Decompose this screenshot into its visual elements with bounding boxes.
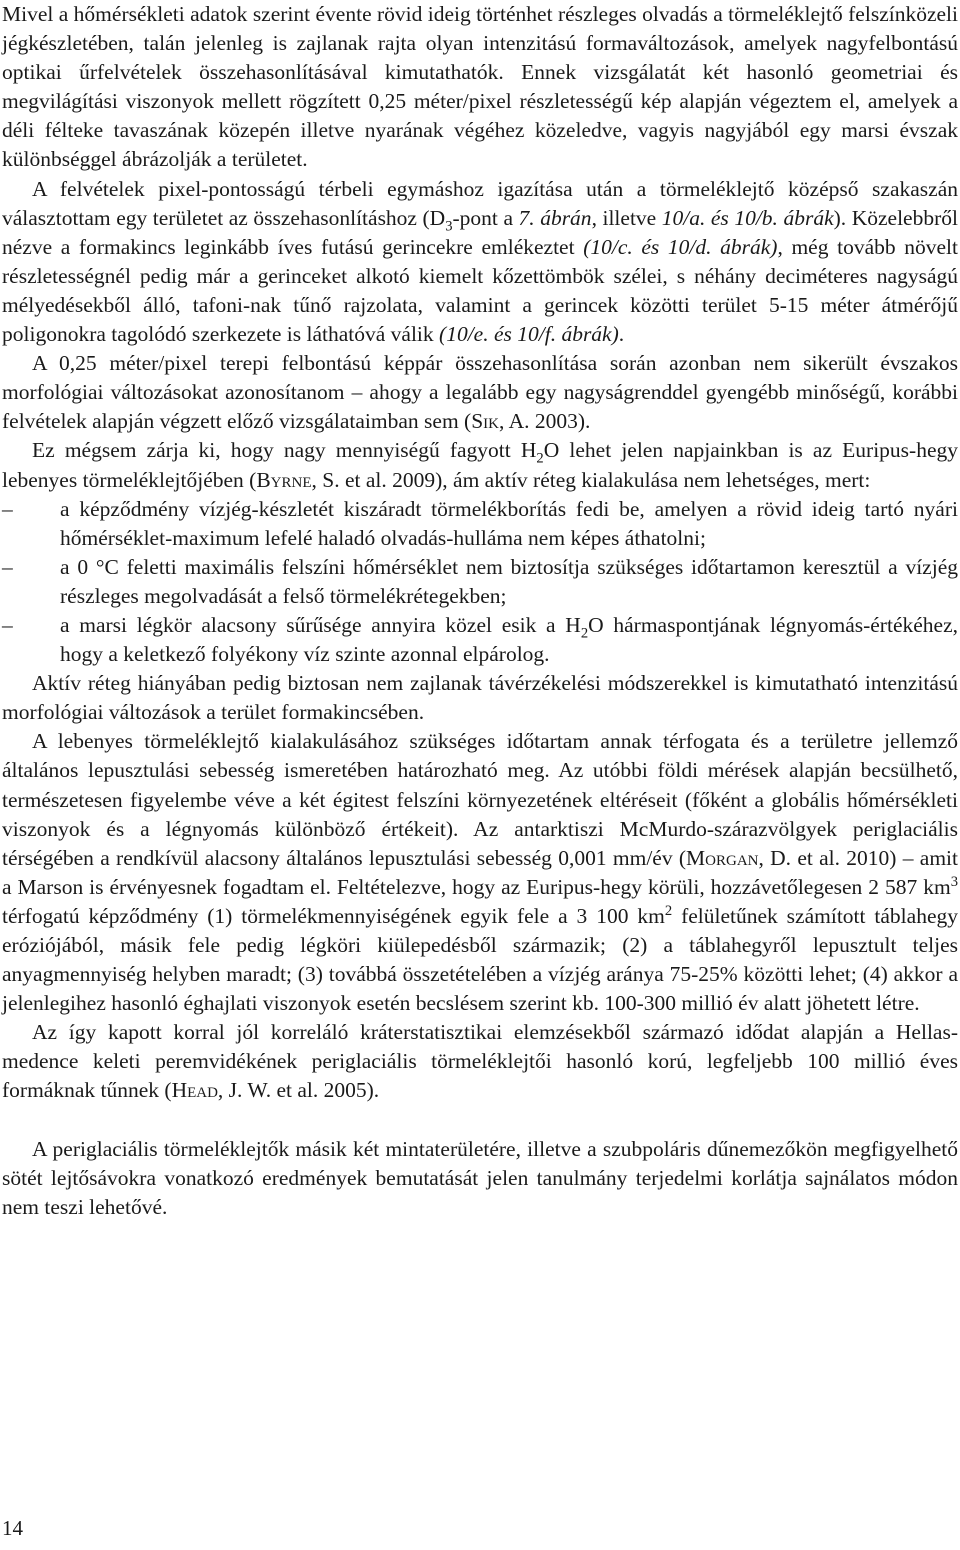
paragraph-5: Aktív réteg hiányában pedig biztosan nem zajlanak távérzékelési módszerekkel is kimutatható intenzitású morfológiai változások a terület formakincsében. <box>2 671 958 725</box>
citation-author-head: Head <box>171 1078 218 1103</box>
paragraph-2-text-4: ). Közelebbről nézve a formakincs leginkább íves futású gerincekre emlékeztet <box>2 205 958 259</box>
citation-author-morgan: Morgan <box>686 845 759 870</box>
paragraph-7 <box>2 1018 958 1105</box>
reasons-list <box>2 495 958 670</box>
paragraph-2-text-6: . <box>618 322 625 347</box>
citation-author-sik: Sik <box>471 409 499 434</box>
figure-reference-7: 7. ábrán <box>518 205 592 230</box>
paragraph-2-text-3: , illetve <box>591 205 662 230</box>
list-item-text: a marsi légkör alacsony sűrűsége annyira közel esik a H <box>60 612 581 637</box>
paragraph-1: Mivel a hőmérsékleti adatok szerint évente rövid ideig történhet részleges olvadás a törmeléklejtő felszínközeli jégkészletében, talán jelenleg is zajlanak rajta olyan intenzitású formaváltozások, amelyek nagyfelbontású optikai űrfelvételek összehasonlításával kimutathatók. Ennek vizsgálatát két hasonló geometriai és megvilágítási viszonyok mellett rögzített 0,25 méter/pixel részletességű kép alapján végeztem el, amelyek a déli félteke tavaszának közepén illetve nyarának végéhez közeledve, vagyis nagyjából egy marsi évszak különbséggel ábrázolják a területet. <box>2 2 958 172</box>
paragraph-6 <box>2 727 958 1018</box>
list-item-text: O hármaspontjának légnyomás-értékéhez, hogy a keletkező folyékony víz szinte azonnal elpárolog. <box>60 612 958 667</box>
dash-bullet: – <box>2 612 13 637</box>
dash-bullet: – <box>2 496 13 521</box>
list-item-text: a képződmény vízjég-készletét kiszáradt törmelékborítás fedi be, amelyen a rövid ideig tartó nyári hőmérséklet-maximum lefelé haladó olvadás-hulláma nem képes áthatolni; <box>60 496 958 550</box>
paragraph-4-text-1: Ez mégsem zárja ki, hogy nagy mennyiségű fagyott H <box>32 438 537 463</box>
paragraph-6-text-1: A lebenyes törmeléklejtő kialakulásához szükséges időtartam annak térfogata és a területre jellemző általános lepusztulási sebesség ismeretében határozható meg. Az utóbbi földi mérések alapján becsülhető, természetesen figyelembe véve a két égitest felszíni környezetének eltéréseit (főként a globális hőmérsékleti viszonyok és a légnyomás különböző értékeit). Az antarktiszi McMurdo-szárazvölgyek periglaciális térségében a rendkívül alacsony általános lepusztulási sebesség 0,001 mm/év ( <box>2 729 958 870</box>
subscript-2: 2 <box>536 450 544 467</box>
paragraph-2-text-1: A felvételek pixel-pontosságú térbeli egymáshoz igazítása után a törmeléklejtő középső szakaszán választottam egy területet az összehasonlításhoz (D <box>2 176 958 230</box>
paragraph-7-text-1: Az így kapott korral jól korreláló kráterstatisztikai elemzésekből származó idődat alapján a Hellas-medence keleti peremvidékének periglaciális törmeléklejtői hasonló korú, legfeljebb 100 millió éves formáknak tűnnek ( <box>2 1020 958 1103</box>
paragraph-6-text-4: felületűnek számított táblahegy eróziójából, másik fele pedig légköri kiülepedésből származik; (2) a táblahegyről lepusztult teljes anyagmennyiség helyben maradt; (3) továbbá összetételében a vízjég aránya 75-25% közötti lehet; (4) akkor a jelenlegihez hasonló éghajlati viszonyok esetén becslésem szerint kb. 100-300 millió év alatt jöhetett létre. <box>2 903 958 1016</box>
list-item <box>2 611 958 669</box>
figure-reference-10ab: 10/a. és 10/b. ábrák <box>661 205 834 230</box>
figure-reference-10cd: (10/c. és 10/d. ábrák) <box>583 234 778 259</box>
figure-reference-10ef: (10/e. és 10/f. ábrák) <box>439 322 619 347</box>
paragraph-4-text-2: O lehet jelen napjainkban is az Euripus-hegy lebenyes törmeléklejtőjében ( <box>2 438 958 492</box>
dash-bullet: – <box>2 554 13 579</box>
paragraph-7-text-2: , J. W. et al. 2005). <box>217 1078 380 1103</box>
list-item-text: a 0 °C feletti maximális felszíni hőmérséklet nem biztosítja szükséges időtartamon keresztül a vízjég részleges megolvadását a felső törmelékrétegekben; <box>60 554 958 608</box>
paragraph-4-text-3: , S. et al. 2009), ám aktív réteg kialakulása nem lehetséges, mert: <box>311 467 871 492</box>
paragraph-2-text-5: , még tovább növelt részletességnél pedig már a gerinceket alkotó kiemelt kőzettömbök szélei, s néhány deciméteres nagyságú mélyedésekből álló, tafoni-nak tűnő rajzolata, valamint a gerincek közötti terület 5-15 méter átmérőjű poligonokra tagolódó szerkezete is láthatóvá válik <box>2 234 958 347</box>
list-item <box>2 495 958 553</box>
paragraph-6-text-2: , D. et al. 2010) – amit a Marson is érvényesnek fogadtam el. Feltételezve, hogy az Euripus-hegy körüli, hozzávetőlegesen 2 587 km <box>2 845 958 899</box>
superscript-2: 2 <box>664 902 673 919</box>
page-number: 14 <box>2 1516 23 1540</box>
list-item <box>2 553 958 611</box>
paragraph-3-text-2: , A. 2003). <box>499 409 591 434</box>
paragraph-6-text-3: térfogatú képződmény (1) törmelékmennyiségének egyik fele a 3 100 km <box>2 903 665 928</box>
superscript-3: 3 <box>950 873 958 890</box>
paragraph-3-text-1: A 0,25 méter/pixel terepi felbontású képpár összehasonlítása során azonban nem sikerült évszakos morfológiai változásokat azonosítanom – ahogy a legalább egy nagyságrenddel gyengébb minőségű, korábbi felvételek alapján végzett előző vizsgálataimban sem ( <box>2 351 958 434</box>
citation-author-byrne: Byrne <box>256 467 312 492</box>
paragraph-8: A periglaciális törmeléklejtők másik két mintaterületére, illetve a szubpoláris dűnemezőkön megfigyelhető sötét lejtősávokra vonatkozó eredmények bemutatását jelen tanulmány terjedelmi korlátja sajnálatos módon nem teszi lehetővé. <box>2 1136 958 1219</box>
subscript-3: 3 <box>445 217 453 234</box>
paragraph-4 <box>2 436 958 494</box>
paragraph-3 <box>2 349 958 436</box>
subscript-2: 2 <box>580 625 589 642</box>
paragraph-2-text-2: -pont a <box>452 205 519 230</box>
body-text <box>2 0 958 1222</box>
paragraph-2 <box>2 175 958 350</box>
